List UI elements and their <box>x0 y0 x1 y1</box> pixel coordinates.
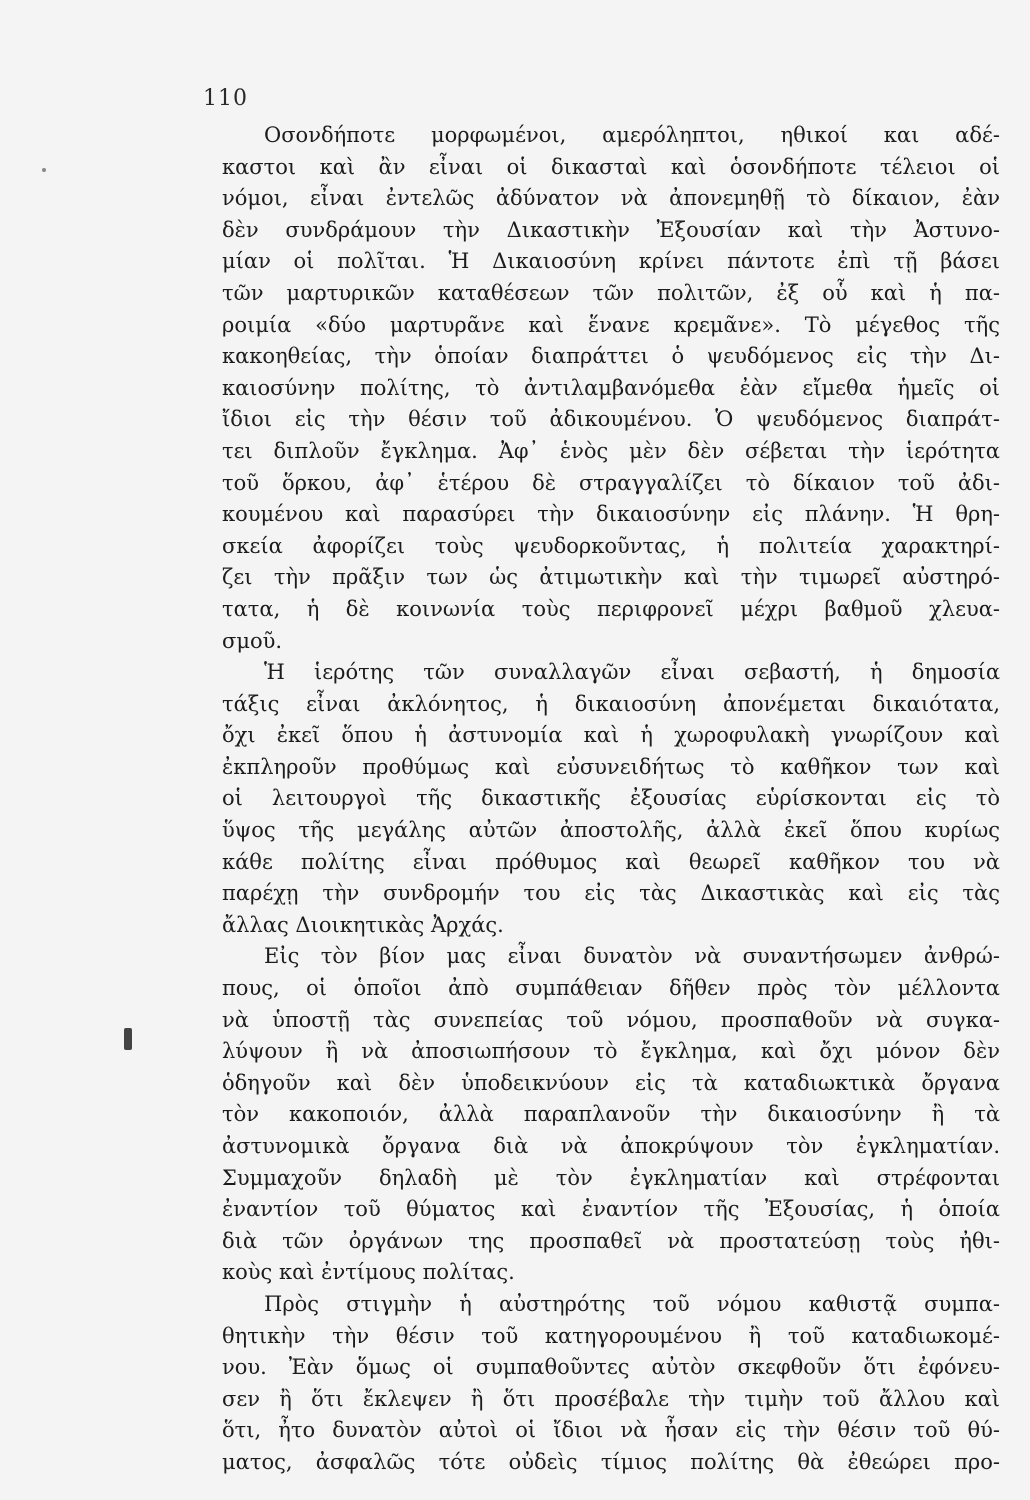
body-text <box>222 120 1000 1479</box>
text-line: ζει τὴν πρᾶξιν των ὡς ἀτιμωτικὴν καὶ τὴν τιμωρεῖ αὐστηρό- <box>222 565 1000 590</box>
text-line: Συμμαχοῦν δηλαδὴ μὲ τὸν ἐγκληματίαν καὶ στρέφονται <box>222 1165 1000 1190</box>
text-line: ἴδιοι εἰς τὴν θέσιν τοῦ ἀδικουμένου. Ὁ ψευδόμενος διαπράτ- <box>222 407 1000 432</box>
text-line: ματος, ἀσφαλῶς τότε οὐδεὶς τίμιος πολίτης θὰ ἐθεώρει προ- <box>222 1449 1000 1474</box>
text-line: τει διπλοῦν ἔγκλημα. Ἀφ᾽ ἑνὸς μὲν δὲν σέβεται τὴν ἱερότητα <box>222 438 1000 463</box>
text-line: ὕψος τῆς μεγάλης αὐτῶν ἀποστολῆς, ἀλλὰ ἐκεῖ ὅπου κυρίως <box>222 818 1000 843</box>
page-number: 110 <box>203 86 248 111</box>
text-line: κακοηθείας, τὴν ὁποίαν διαπράττει ὁ ψευδόμενος εἰς τὴν Δι- <box>222 344 1000 369</box>
text-line: τῶν μαρτυρικῶν καταθέσεων τῶν πολιτῶν, ἐξ οὗ καὶ ἡ πα- <box>222 280 1000 305</box>
text-line: νου. Ἐὰν ὅμως οἱ συμπαθοῦντες αὐτὸν σκεφθοῦν ὅτι ἐφόνευ- <box>222 1355 1000 1380</box>
text-line: καστοι καὶ ἂν εἶναι οἱ δικασταὶ καὶ ὁσονδήποτε τέλειοι οἱ <box>222 154 1000 179</box>
text-line: ὄχι ἐκεῖ ὅπου ἡ ἀστυνομία καὶ ἡ χωροφυλακὴ γνωρίζουν καὶ <box>222 723 1000 748</box>
text-line: ἄλλας Διοικητικὰς Ἀρχάς. <box>222 912 504 937</box>
text-line: ἀστυνομικὰ ὄργανα διὰ νὰ ἀποκρύψουν τὸν ἐγκληματίαν. <box>222 1134 1000 1158</box>
text-line: κάθε πολίτης εἶναι πρόθυμος καὶ θεωρεῖ καθῆκον του νὰ <box>222 849 1000 874</box>
text-line: πους, οἱ ὁποῖοι ἀπὸ συμπάθειαν δῆθεν πρὸς τὸν μέλλοντα <box>222 976 1000 1001</box>
text-line: οἱ λειτουργοὶ τῆς δικαστικῆς ἐξουσίας εὑρίσκονται εἰς τὸ <box>222 786 1000 811</box>
text-line: Πρὸς στιγμὴν ἡ αὐστηρότης τοῦ νόμου καθιστᾷ συμπα- <box>264 1291 1000 1316</box>
text-line: σεν ἢ ὅτι ἔκλεψεν ἢ ὅτι προσέβαλε τὴν τιμὴν τοῦ ἄλλου καὶ <box>222 1386 1000 1411</box>
text-line: ἐκπληροῦν προθύμως καὶ εὐσυνειδήτως τὸ καθῆκον των καὶ <box>222 754 1000 779</box>
text-line: τατα, ἡ δὲ κοινωνία τοὺς περιφρονεῖ μέχρι βαθμοῦ χλευα- <box>222 596 1000 621</box>
text-line: Ἡ ἱερότης τῶν συναλλαγῶν εἶναι σεβαστή, ἡ δημοσία <box>264 660 1000 685</box>
text-line: ὅτι, ἦτο δυνατὸν αὐτοὶ οἱ ἴδιοι νὰ ἦσαν εἰς τὴν θέσιν τοῦ θύ- <box>222 1418 1000 1443</box>
text-line: τοῦ ὅρκου, ἀφ᾽ ἑτέρου δὲ στραγγαλίζει τὸ δίκαιον τοῦ ἀδι- <box>222 470 1000 495</box>
text-line: τὸν κακοποιόν, ἀλλὰ παραπλανοῦν τὴν δικαιοσύνην ἢ τὰ <box>222 1102 1000 1127</box>
text-line: θητικὴν τὴν θέσιν τοῦ κατηγορουμένου ἢ τοῦ καταδιωκομέ- <box>222 1323 1000 1348</box>
text-line: ἐναντίον τοῦ θύματος καὶ ἐναντίον τῆς Ἐξουσίας, ἡ ὁποία <box>222 1197 1000 1222</box>
text-line: διὰ τῶν ὀργάνων της προσπαθεῖ νὰ προστατεύσῃ τοὺς ἠθι- <box>222 1228 1000 1253</box>
text-line: Οσονδήποτε μορφωμένοι, αμερόληπτοι, ηθικοί και αδέ- <box>264 123 1000 147</box>
text-line: καιοσύνην πολίτης, τὸ ἀντιλαμβανόμεθα ἐὰν εἴμεθα ἡμεῖς οἱ <box>222 375 1000 400</box>
text-line: ροιμία «δύο μαρτυρᾶνε καὶ ἕνανε κρεμᾶνε». Τὸ μέγεθος τῆς <box>222 312 1000 337</box>
text-line: τάξις εἶναι ἀκλόνητος, ἡ δικαιοσύνη ἀπονέμεται δικαιότατα, <box>222 691 1000 716</box>
text-line: δὲν συνδράμουν τὴν Δικαστικὴν Ἐξουσίαν καὶ τὴν Ἀστυνο- <box>222 217 1000 242</box>
text-line: ὁδηγοῦν καὶ δὲν ὑποδεικνύουν εἰς τὰ καταδιωκτικὰ ὄργανα <box>222 1070 1000 1095</box>
text-line: μίαν οἱ πολῖται. Ἡ Δικαιοσύνη κρίνει πάντοτε ἐπὶ τῇ βάσει <box>222 249 1000 274</box>
text-line: νὰ ὑποστῇ τὰς συνεπείας τοῦ νόμου, προσπαθοῦν νὰ συγκα- <box>222 1007 1000 1032</box>
text-line: παρέχῃ τὴν συνδρομήν του εἰς τὰς Δικαστικὰς καὶ εἰς τὰς <box>222 881 1000 906</box>
text-line: κουμένου καὶ παρασύρει τὴν δικαιοσύνην εἰς πλάνην. Ἡ θρη- <box>222 502 1000 527</box>
text-line: νόμοι, εἶναι ἐντελῶς ἀδύνατον νὰ ἀπονεμηθῇ τὸ δίκαιον, ἐὰν <box>222 186 1000 211</box>
text-line: Εἰς τὸν βίον μας εἶναι δυνατὸν νὰ συναντήσωμεν ἀνθρώ- <box>264 944 1000 969</box>
text-line: κοὺς καὶ ἐντίμους πολίτας. <box>222 1260 515 1285</box>
text-line: σμοῦ. <box>222 628 283 653</box>
margin-pin-mark <box>124 1028 132 1050</box>
text-line: σκεία ἀφορίζει τοὺς ψευδορκοῦντας, ἡ πολιτεία χαρακτηρί- <box>222 533 1000 558</box>
margin-dot-mark <box>42 168 46 172</box>
text-line: λύψουν ἢ νὰ ἀποσιωπήσουν τὸ ἔγκλημα, καὶ ὄχι μόνον δὲν <box>222 1039 1000 1064</box>
